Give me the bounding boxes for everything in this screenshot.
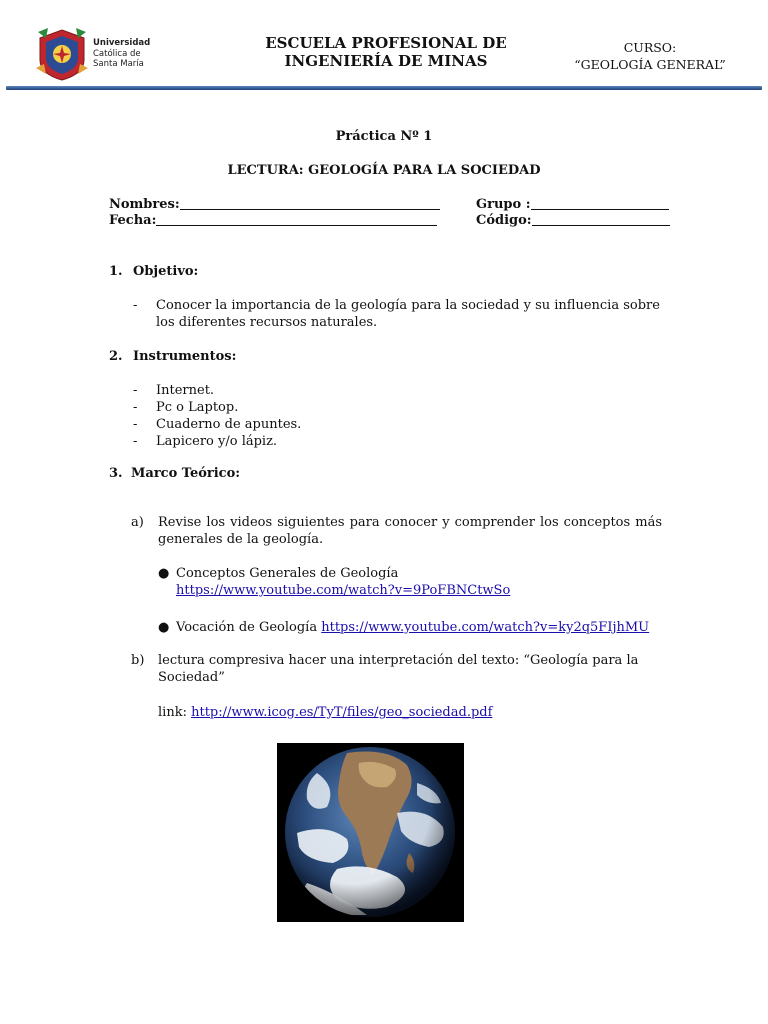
fecha-blank[interactable] xyxy=(156,213,437,226)
bullet-dot: ● xyxy=(158,620,170,635)
instrument-item: Lapicero y/o lápiz. xyxy=(156,434,278,449)
list-bullet: - xyxy=(133,434,138,449)
item-marker-b: b) xyxy=(131,653,145,668)
video-title: Vocación de Geología xyxy=(176,620,318,635)
fecha-label: Fecha: xyxy=(109,213,157,228)
link-line xyxy=(158,704,492,721)
link-label: link: xyxy=(158,705,187,720)
fecha-field xyxy=(109,212,437,229)
reading-title: LECTURA: GEOLOGÍA PARA LA SOCIEDAD xyxy=(227,163,541,178)
nombres-label: Nombres: xyxy=(109,197,180,212)
instrument-item: Internet. xyxy=(156,383,215,398)
section-number: 3. xyxy=(109,466,123,481)
item-a-text-line: Revise los videos siguientes para conocer y comprender los conceptos más xyxy=(158,515,662,530)
instrument-item: Cuaderno de apuntes. xyxy=(156,417,302,432)
objective-text-line: los diferentes recursos naturales. xyxy=(156,315,378,330)
section-heading-instrumentos: Instrumentos: xyxy=(133,349,237,364)
section-number: 1. xyxy=(109,264,123,279)
bullet-dot: ● xyxy=(158,566,170,581)
list-bullet: - xyxy=(133,383,138,398)
nombres-blank[interactable] xyxy=(180,197,440,210)
university-name-line: Santa María xyxy=(93,59,144,69)
school-name-line: INGENIERÍA DE MINAS xyxy=(284,52,488,70)
course-label: CURSO: xyxy=(623,40,677,55)
grupo-label: Grupo : xyxy=(476,197,531,212)
item-marker-a: a) xyxy=(131,515,144,530)
item-b-text-line: Sociedad” xyxy=(158,670,225,685)
instrument-item: Pc o Laptop. xyxy=(156,400,239,415)
section-heading-marco: Marco Teórico: xyxy=(131,466,241,481)
university-name-line: Católica de xyxy=(93,48,141,59)
grupo-blank[interactable] xyxy=(531,197,669,210)
header-divider xyxy=(6,86,762,90)
course-name: “GEOLOGÍA GENERAL” xyxy=(574,57,726,72)
university-name-line: Universidad xyxy=(93,38,151,48)
university-name xyxy=(93,38,150,70)
video-link[interactable]: https://www.youtube.com/watch?v=ky2q5FIjhMU xyxy=(321,620,650,635)
school-name xyxy=(250,34,522,70)
item-b-text-line: lectura compresiva hacer una interpretación del texto: “Geología para la xyxy=(158,653,639,668)
university-logo xyxy=(34,24,90,82)
list-bullet: - xyxy=(133,417,138,432)
video-item xyxy=(176,619,649,636)
codigo-field xyxy=(476,212,670,229)
course-info xyxy=(560,39,740,73)
codigo-blank[interactable] xyxy=(532,213,670,226)
video-link[interactable]: https://www.youtube.com/watch?v=9PoFBNCtwSo xyxy=(176,583,511,598)
school-name-line: ESCUELA PROFESIONAL DE xyxy=(265,34,507,52)
pdf-link[interactable]: http://www.icog.es/TyT/files/geo_sociedad.pdf xyxy=(191,705,493,720)
earth-photo xyxy=(277,743,464,922)
codigo-label: Código: xyxy=(476,213,532,228)
video-title: Conceptos Generales de Geología xyxy=(176,566,399,581)
list-bullet: - xyxy=(133,400,138,415)
section-number: 2. xyxy=(109,349,123,364)
item-a-text-line: generales de la geología. xyxy=(158,532,324,547)
practice-title: Práctica Nº 1 xyxy=(335,129,433,144)
nombres-field xyxy=(109,196,440,213)
section-heading-objetivo: Objetivo: xyxy=(133,264,199,279)
grupo-field xyxy=(476,196,669,213)
list-bullet: - xyxy=(133,298,138,313)
objective-text-line: Conocer la importancia de la geología para la sociedad y su influencia sobre xyxy=(156,298,660,313)
